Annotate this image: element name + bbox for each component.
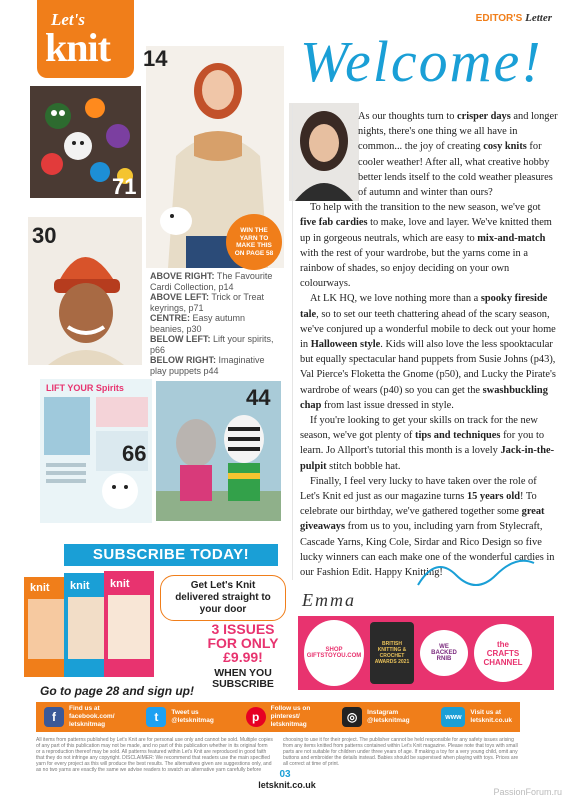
- caption-head: ABOVE RIGHT:: [150, 271, 215, 281]
- svg-text:knit: knit: [110, 578, 130, 590]
- social-website[interactable]: www Visit us at letsknit.co.uk: [441, 707, 512, 727]
- photo-puppets: [156, 381, 281, 521]
- magazine-covers-illustration: [24, 571, 156, 681]
- lets-knit-logo[interactable]: [37, 0, 134, 78]
- photo-cardi-model: [143, 46, 284, 268]
- caption-item: [150, 355, 280, 376]
- caption-item: [150, 313, 280, 334]
- partner-badges: [298, 616, 554, 690]
- crafts-channel-badge[interactable]: the CRAFTS CHANNEL: [474, 624, 532, 682]
- yarn-squiggle: [416, 555, 536, 595]
- section-label: [476, 12, 552, 24]
- photo-lift-your-spirits: [40, 379, 152, 523]
- logo-knit: knit: [45, 25, 110, 70]
- page-number: 03: [279, 769, 291, 780]
- web-icon: www: [441, 707, 465, 727]
- social-pinterest[interactable]: p Follow us on pinterest/ letsknitmag: [246, 705, 311, 729]
- caption-text: Trick or Treat keyrings, p71: [150, 292, 265, 313]
- win-yarn-badge: WIN THE YARN TO MAKE THIS ON PAGE 58: [226, 214, 282, 270]
- caption-head: BELOW LEFT:: [150, 334, 211, 344]
- magazine-covers: [24, 571, 156, 681]
- subscribe-offer[interactable]: [195, 622, 291, 690]
- social-facebook[interactable]: f Find us at facebook.com/ letsknitmag: [44, 705, 115, 729]
- watermark: PassionForum.ru: [493, 787, 562, 797]
- photo-beanie-model: [28, 217, 142, 365]
- offer-price: 3 ISSUES FOR ONLY £9.99!: [207, 621, 279, 665]
- welcome-heading: Welcome!: [300, 29, 543, 94]
- spirits-heading: LIFT YOUR Spirits: [46, 383, 124, 393]
- subscribe-heading[interactable]: SUBSCRIBE TODAY!: [64, 544, 278, 566]
- caption-text: The Favourite Cardi Collection, p14: [150, 271, 273, 292]
- section-label-main: EDITOR'S: [475, 13, 523, 24]
- facebook-icon: f: [44, 707, 64, 727]
- paragraph-4: If you're looking to get your skills on track for the new season, we've got plenty of tips and techniques for you to learn. Jo Allport's tutorial this month is a lovely Jack-in-the-pulpit stitch bobble hat.: [300, 415, 555, 472]
- caption-head: BELOW RIGHT:: [150, 355, 216, 365]
- section-label-italic: Letter: [525, 12, 552, 24]
- goto-page-link[interactable]: Go to page 28 and sign up!: [40, 684, 195, 698]
- site-url[interactable]: letsknit.co.uk: [258, 780, 316, 790]
- caption-head: CENTRE:: [150, 313, 190, 323]
- giftstoyou-badge[interactable]: SHOP GIFTSTOYOU.COM: [304, 620, 364, 686]
- paragraph-3: At LK HQ, we love nothing more than a spooky fireside tale, so to set our teeth chattering ahead of the scary season, we've conjured up a wonderful mobile to deck out your home in Halloween style. Kids will also love the less spooktacular but equally spectacular hand puppets from Susie Johns (p43), Val Pierce's Floketta the Gnome (p50), and Lucky the Pirate's wardrobe of wears (p40) so you can get the swashbuckling chap from last issue dressed in style.: [300, 293, 556, 411]
- photo-keyrings: [30, 86, 141, 198]
- twitter-icon: t: [146, 707, 166, 727]
- offer-when: WHEN YOU SUBSCRIBE: [212, 667, 274, 690]
- caption-text: Imaginative play puppets p44: [150, 355, 265, 376]
- legal-disclaimer: All items from patterns published by Let's Knit are for personal use only and cannot be sold. Multiple copies of any part of this publication may not be made, and no part of this publication whether in its original form or a reproduction thereof may be sold. All patterns featured within Let's Knit are reproduced in good faith that they do not infringe any copyright. DISCLAIMER: We recommend that readers use the main specified yarn for every project as this will produce the best results. The alternatives given are suggestions only, and as no two yarns are exactly the same we advise readers to swatch an alternative yarn carefully before choosing to use it for their project. The publisher cannot be held responsible for any safety issues arising from any items knitted from patterns contained within Let's Knit magazine. Please note that toys with small parts are not suitable for children under three years of age. If making a toy for a very young child, omit any buttons and embroider the details instead. Babies should be supervised when playing with toys. Prices are all correct at time of print.: [36, 737, 519, 773]
- caption-head: ABOVE LEFT:: [150, 292, 210, 302]
- yarn-squiggle-icon: [416, 555, 536, 595]
- editor-letter-body: [300, 109, 558, 580]
- page-number-66: 66: [122, 441, 147, 466]
- caption-item: [150, 292, 280, 313]
- caption-item: [150, 271, 280, 292]
- page-number-44: 44: [246, 385, 271, 410]
- social-twitter[interactable]: t Tweet us @letsknitmag: [146, 707, 213, 727]
- awards-badge: BRITISH KNITTING & CROCHET AWARDS 2021: [370, 622, 414, 684]
- page-number-71: 71: [112, 174, 137, 199]
- svg-text:knit: knit: [30, 582, 50, 594]
- caption-text: Lift your spirits, p66: [150, 334, 274, 355]
- delivery-bubble: Get Let's Knit delivered straight to your door: [160, 575, 286, 621]
- column-divider: [292, 104, 293, 580]
- paragraph-1: As our thoughts turn to crisper days and longer nights, there's one thing we all have in common... the joy of creating cosy knits for cooler weather! After all, what creative hobby better lends itself to the cold weather pleasures of autumn and winter than ours?: [358, 111, 558, 199]
- rnib-badge: WE BACKED RNIB: [420, 630, 468, 676]
- social-bar: [36, 702, 520, 732]
- paragraph-2: To help with the transition to the new season, we've got five fab cardies to make, love and layer. We've knitted them up in gorgeous neutrals, which are easy to mix-and-match with the rest of your wardrobe, but the yarns come in a rainbow of shades, so enjoy deciding on your own colourways.: [300, 202, 552, 290]
- instagram-icon: ◎: [342, 707, 362, 727]
- caption-text: Easy autumn beanies, p30: [150, 313, 246, 334]
- social-instagram[interactable]: ◎ Instagram @letsknitmag: [342, 707, 409, 727]
- page-number-14: 14: [143, 46, 168, 71]
- signature: Emma: [302, 590, 356, 610]
- pinterest-icon: p: [246, 707, 266, 727]
- logo-lets: Let's: [51, 10, 85, 29]
- svg-text:knit: knit: [70, 580, 90, 592]
- photo-captions: [150, 271, 280, 376]
- caption-item: [150, 334, 280, 355]
- paragraph-5: Finally, I feel very lucky to have taken over the role of Let's Knit ed just as our magazine turns 15 years old! To celebrate our birthday, we've gathered together some great giveaways from us to you, including yarn from Stylecraft, Cascade Yarns, King Cole, Sirdar and Rico Design so five lucky winners can each make one of the wonderful cardies in our Fashion Edit. Happy Knitting!: [300, 475, 555, 579]
- page-number-30: 30: [32, 223, 57, 248]
